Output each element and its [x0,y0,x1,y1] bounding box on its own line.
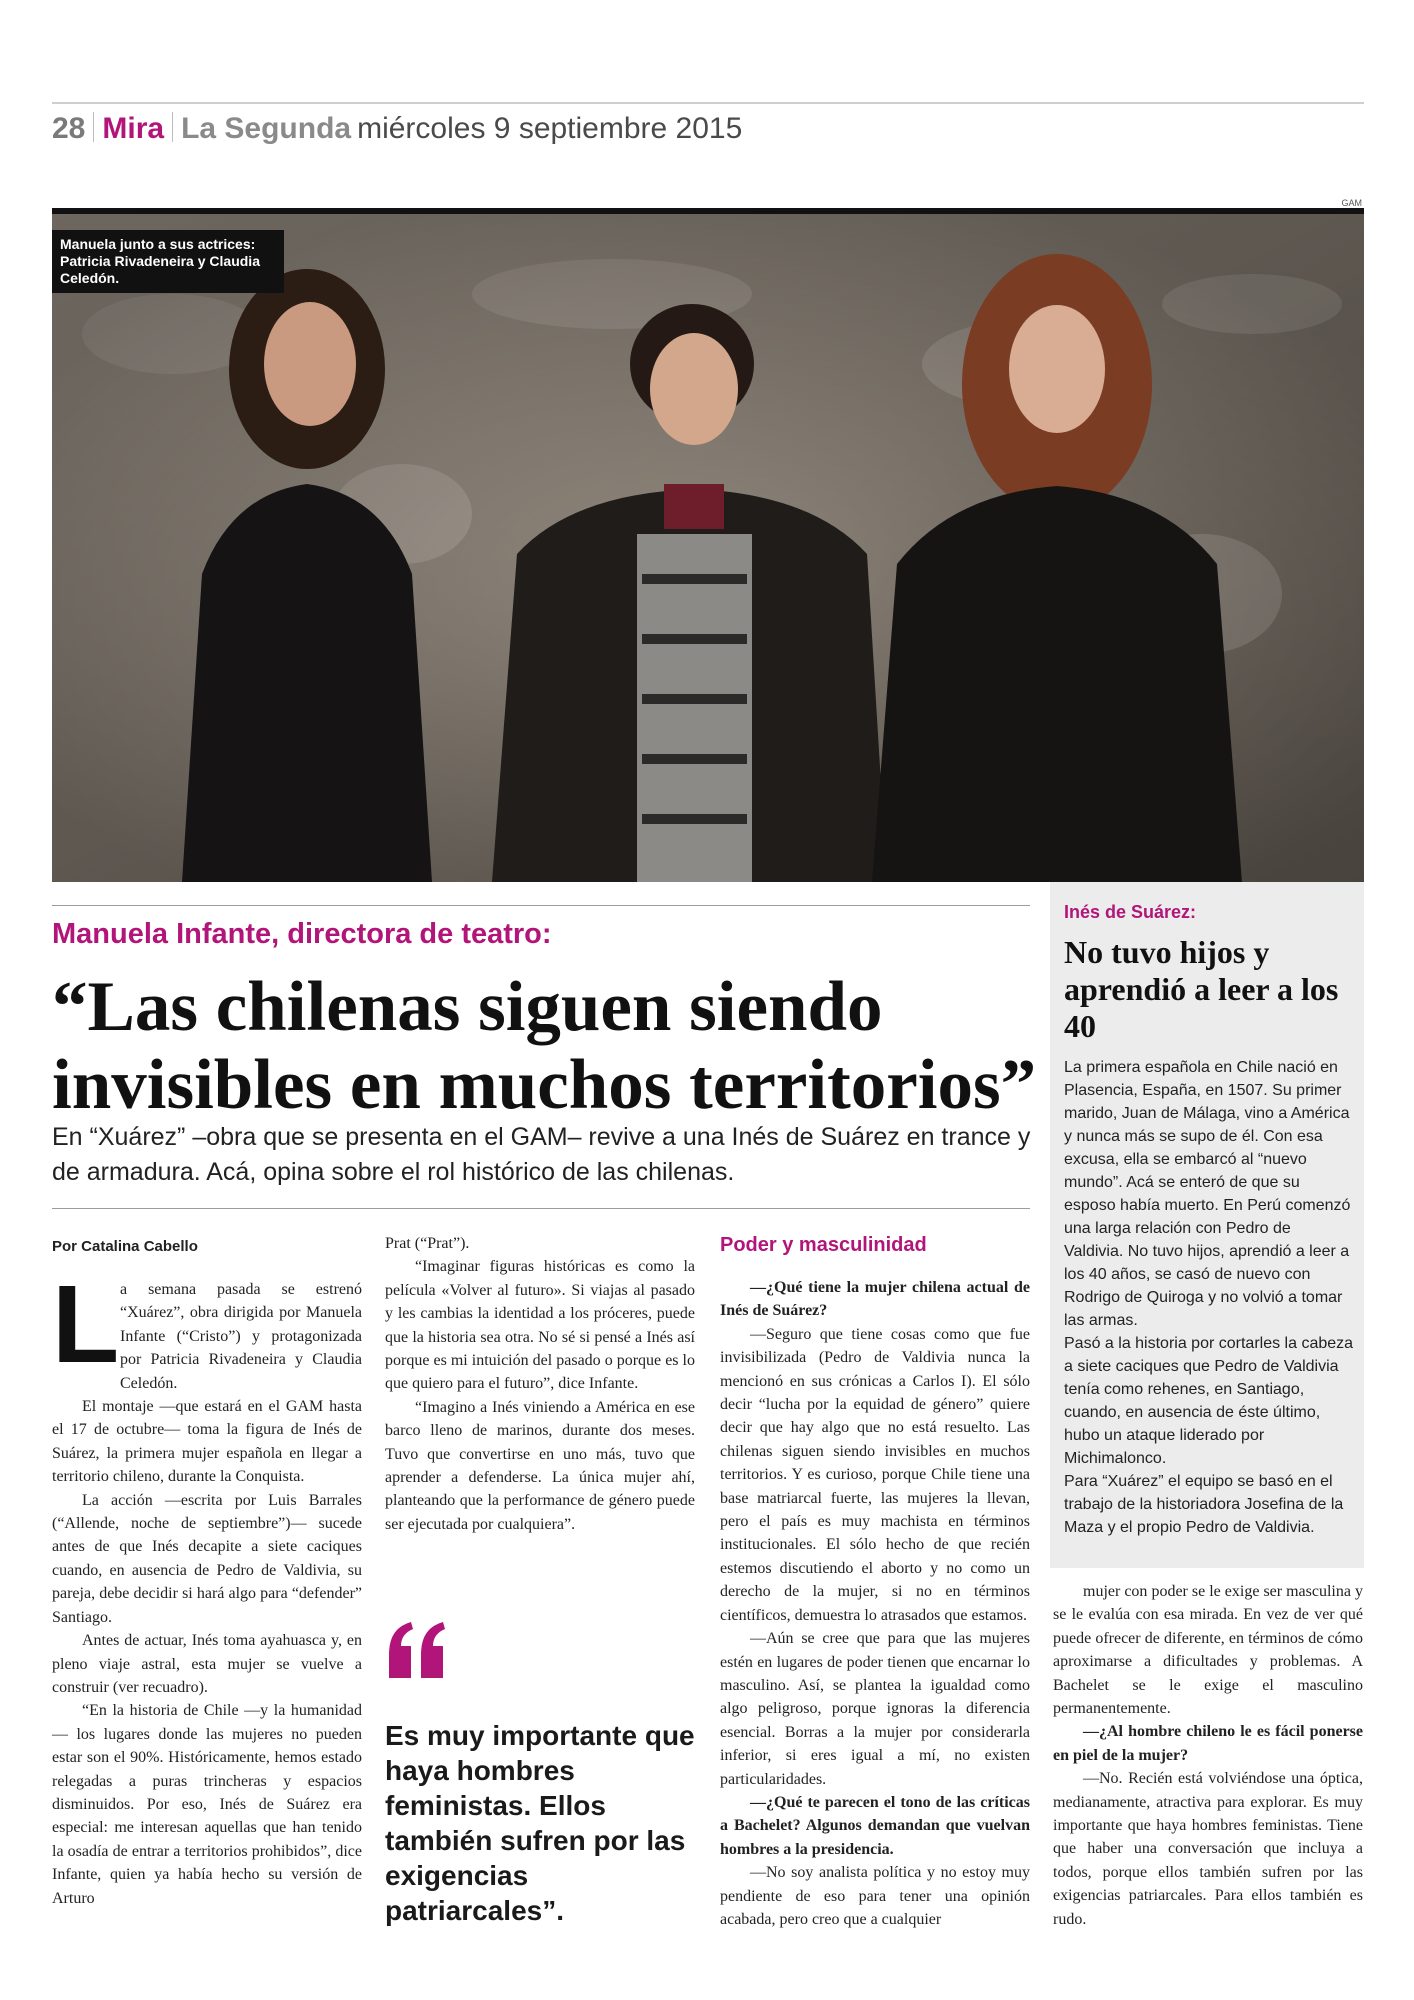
top-rule [52,102,1364,104]
header-divider [93,112,94,142]
interview-answer: —Aún se cree que para que las mujeres estén en lugares de poder tienen que encarnar lo masculino. Así, se plantea la igualdad como algo peligroso, porque ignoras la diferencia esencial. Borras a la mujer por considerarla inferior, si eres igual a mí, no existen particularidades. [720,1630,1030,1788]
interview-answer: —No soy analista política y no estoy muy pendiente de eso para tener una opinión acabada, pero creo que a cualquier [720,1864,1030,1928]
interview-answer: mujer con poder se le exige ser masculina y se le evalúa con esa mirada. En vez de ver qué puede ofrecer de diferente, en términos de cómo aproximarse a dificultades y problemas. A Bachelet se le exige el masculino permanentemente. [1053,1583,1363,1718]
article-deck: En “Xuárez” –obra que se presenta en el GAM– revive a una Inés de Suárez en trance y de armadura. Acá, opina sobre el rol histórico de las chilenas. [52,1123,1031,1186]
issue-date: miércoles 9 septiembre 2015 [357,112,743,145]
sidebar-paragraph: Pasó a la historia por cortarles la cabeza a siete caciques que Pedro de Valdivia tenía como rehenes, en Santiago, cuando, en ausencia de éste último, hubo un ataque liderado por Michimalonco. [1064,1335,1354,1467]
photo-illustration [52,214,1364,882]
sidebar-paragraph: Para “Xuárez” el equipo se basó en el trabajo de la historiadora Josefina de la Maza y el propio Pedro de Valdivia. [1064,1473,1344,1536]
body-paragraph: Antes de actuar, Inés toma ayahuasca y, en pleno viaje astral, esta mujer se vuelve a construir (ver recuadro). [52,1632,362,1696]
body-column-2 [385,1232,695,1536]
page-header [52,108,742,148]
subhead: Poder y masculinidad [720,1234,927,1256]
body-column-4 [1053,1580,1363,1931]
interview-question: —¿Qué tiene la mujer chilena actual de Inés de Suárez? [720,1279,1030,1320]
body-column-1 [52,1278,362,1910]
body-paragraph: La acción —escrita por Luis Barrales (“Allende, noche de septiembre”)— sucede antes de que Inés decapite a siete caciques cuando, en ausencia de Pedro de Valdivia, su pareja, debe decidir si hará algo para “defender” Santiago. [52,1491,362,1626]
header-divider [172,112,173,142]
quote-mark-icon [385,1620,447,1682]
body-paragraph: El montaje —que estará en el GAM hasta el 17 de octubre— toma la figura de Inés de Suárez, la primera mujer española en llegar a territorio chileno, durante la Conquista. [52,1398,362,1486]
body-paragraph: “En la historia de Chile —y la humanidad— los lugares donde las mujeres no pueden estar son el 90%. Históricamente, hemos estado relegadas a puras trincheras y espacios disminuidos. Por eso, Inés de Suárez era especial: me interesan aquellas que han tenido la osadía de entrar a territorios prohibidos”, dice Infante, quien ya había hecho su versión de Arturo [52,1702,362,1907]
sidebar-paragraph: La primera española en Chile nació en Plasencia, España, en 1507. Su primer marido, Juan de Málaga, vino a América y nunca más se supo de él. Con esa excusa, ella se embarcó al “nuevo mundo”. Acá se enteró de que su esposo había muerto. En Perú comenzó una larga relación con Pedro de Valdivia. No tuvo hijos, aprendió a leer a los 40 años, se casó de nuevo con Rodrigo de Quiroga y no volvió a tomar las armas. [1064,1059,1351,1329]
section-name: Mira [102,112,165,145]
sidebar-kicker: Inés de Suárez: [1064,902,1197,922]
body-paragraph: “Imagino a Inés viniendo a América en ese barco lleno de marinos, durante dos meses. Tuvo que convertirse en uno más, tuvo que aprender a defenderse. La única mujer ahí, planteando que la performance de género puede ser ejecutada por cualquiera”. [385,1398,695,1533]
page-number: 28 [52,112,86,145]
pull-quote: Es muy importante que haya hombres feministas. Ellos también sufren por las exigencias patriarcales”. [385,1720,695,1926]
body-paragraph: a semana pasada se estrenó “Xuárez”, obra dirigida por Manuela Infante (“Cristo”) y protagonizada por Patricia Rivadeneira y Claudia Celedón. [120,1281,362,1392]
body-paragraph: “Imaginar figuras históricas es como la película «Volver al futuro». Si viajas al pasado y les cambias la identidad a los próceres, puede que la historia sea otra. No sé si pensé a Inés así porque es mi intuición del pasado o porque es lo que quiero para el futuro”, dice Infante. [385,1258,695,1393]
body-paragraph: Prat (“Prat”). [385,1235,470,1252]
interview-question: —¿Al hombre chileno le es fácil ponerse en piel de la mujer? [1053,1723,1363,1764]
drop-cap-letter: L [52,1263,120,1386]
interview-question: —¿Qué te parecen el tono de las críticas a Bachelet? Algunos demandan que vuelvan hombres a la presidencia. [720,1793,1030,1858]
newspaper-name: La Segunda [181,112,352,145]
headline-rule-top [52,905,1030,906]
interview-answer: —No. Recién está volviéndose una óptica, medianamente, atractiva para explorar. Es muy importante que haya hombres feministas. Tiene que haber una conversación que incluya a todos, porque ellos también sufren por las exigencias patriarcales. Para ellos también es rudo. [1053,1770,1363,1928]
sidebar-title: No tuvo hijos y aprendió a leer a los 40 [1064,934,1339,1044]
interview-answer: —Seguro que tiene cosas como que fue invisibilizada (Pedro de Valdivia nunca la mencionó en sus crónicas a Carlos I). El sólo decir “lucha por la equidad de género” quiere decir que hay algo que no está resuelto. Las chilenas siguen siendo invisibles en muchos territorios. Y es curioso, porque Chile tiene una base matriarcal fuerte, las mujeres la llevan, pero el país es muy machista en términos institucionales. El sólo hecho de que recién estemos discutiendo el aborto y no como un derecho de la mujer, si no en términos científicos, demuestra lo atrasados que estamos. [720,1325,1030,1624]
article-kicker: Manuela Infante, directora de teatro: [52,918,552,950]
article-headline: “Las chilenas siguen siendo invisibles en muchos territorios” [52,968,1037,1124]
main-photo [52,208,1364,882]
headline-rule-bottom [52,1208,1030,1209]
photo-caption: Manuela junto a sus actrices: Patricia Rivadeneira y Claudia Celedón. [52,230,284,293]
sidebar-text [1064,1056,1354,1539]
body-column-3 [720,1276,1030,1931]
byline: Por Catalina Cabello [52,1238,198,1255]
photo-credit: GAM [1341,198,1362,208]
